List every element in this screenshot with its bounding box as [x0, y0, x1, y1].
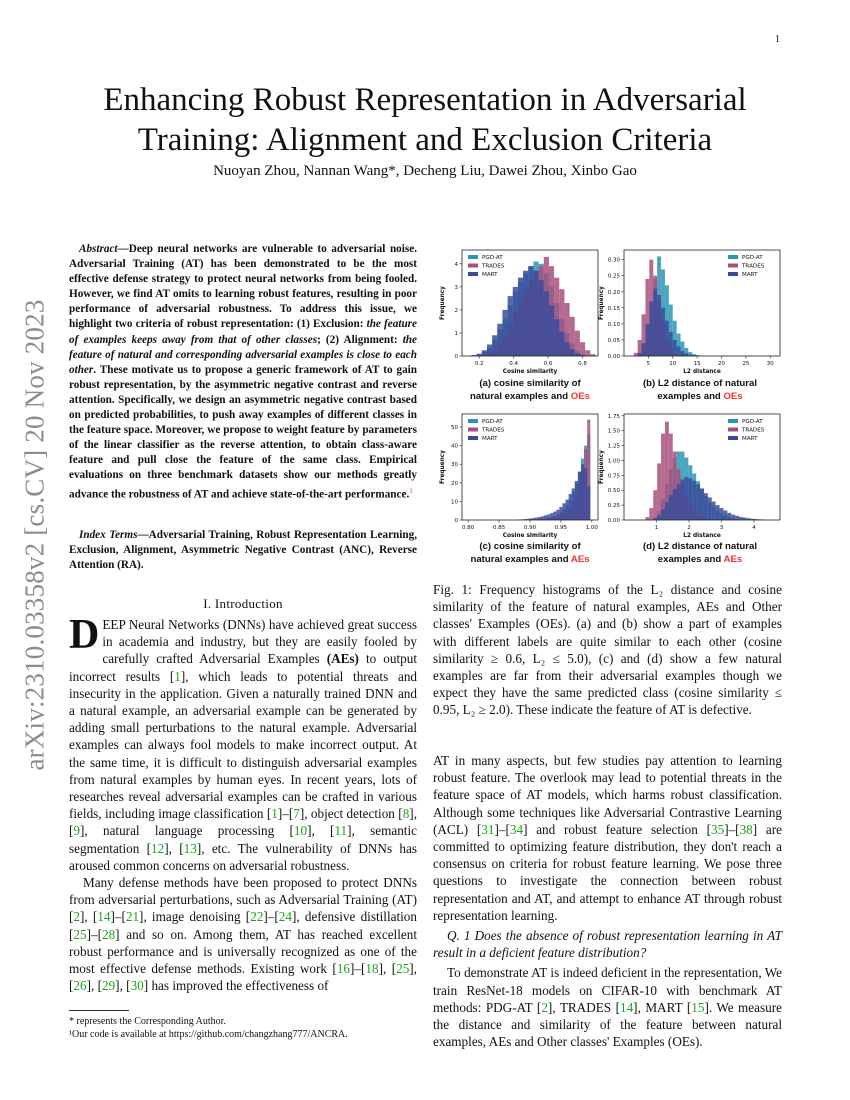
histogram-bar: [665, 502, 669, 520]
x-tick-label: 10: [669, 361, 677, 367]
histogram-bar: [645, 324, 649, 356]
histogram-bar: [559, 332, 564, 356]
histogram-bar: [681, 480, 685, 520]
histogram-bar: [587, 487, 590, 520]
histogram-bar: [554, 319, 559, 356]
index-terms-label: Index Terms: [79, 529, 138, 541]
histogram-bar: [677, 346, 681, 356]
legend-label: PGD-AT: [482, 419, 503, 426]
citation-link[interactable]: 31: [481, 821, 495, 837]
histogram-bar: [584, 468, 587, 520]
abstract-text: ; (2) Alignment:: [317, 333, 403, 346]
citation-link[interactable]: 12: [151, 840, 165, 856]
histogram-bar: [720, 508, 724, 520]
footnote-rule: [69, 1010, 129, 1011]
histogram-bar: [731, 515, 735, 520]
intro-paragraph: DEEP Neural Networks (DNNs) have achieved great success in academia and industry, but they are easily fooled by carefully crafted Adversarial Examples (AEs) to output incorrect results [1], which leads to potential threats and insecurity in the application. Given a naturally trained DNN and a natural example, an adversarial example can be generated by adding small perturbations to the natural example. Adversarial examples can always fool models to make incorrect output. At the same time, it is difficult to distinguish adversarial examples from natural examples by human eyes. In recent years, lots of researches reveal adversarial examples can be crafted in various fields, including image classification [1]–[7], object detection [8], [9], natural language processing [10], [11], semantic segmentation [12], [13], etc. The vulnerability of DNNs has aroused common concerns on adversarial robustness.: [69, 612, 418, 873]
histogram-bar: [681, 351, 685, 356]
footnotes: [69, 1016, 417, 1041]
legend-swatch: [728, 264, 738, 268]
legend-label: PGD-AT: [742, 419, 763, 426]
citation-link[interactable]: 1: [174, 668, 181, 684]
citation-link[interactable]: 25: [396, 961, 410, 977]
histogram-bar: [673, 489, 677, 520]
citation-link[interactable]: 30: [130, 978, 144, 994]
histogram-bar: [564, 342, 569, 356]
footnote-code[interactable]: ¹Our code is available at https://github.com/changzhang777/ANCRA.: [69, 1029, 348, 1040]
figure-panel-b: [598, 246, 788, 378]
figure-panel-d: [598, 410, 788, 542]
citation-link[interactable]: 24: [278, 909, 292, 925]
legend-swatch: [728, 428, 738, 432]
citation-link[interactable]: 1: [271, 806, 278, 822]
y-axis-label: Frequency: [599, 286, 605, 320]
y-tick-label: 50: [451, 425, 458, 432]
histogram-bar: [528, 266, 533, 356]
y-axis-label: Frequency: [440, 450, 446, 484]
histogram-bar: [723, 510, 727, 520]
y-tick-label: 10: [451, 499, 458, 506]
y-tick-label: 0.25: [607, 273, 620, 280]
subcaption-b: (b) L2 distance of natural examples and OEs: [642, 378, 758, 402]
citation-link[interactable]: 9: [73, 823, 80, 839]
x-tick-label: 2: [687, 525, 691, 531]
x-tick-label: 20: [718, 361, 725, 367]
y-axis-label: Frequency: [599, 450, 605, 484]
legend-label: MART: [482, 436, 498, 443]
histogram-bar: [673, 340, 677, 356]
histogram-bar: [708, 497, 712, 520]
x-axis-label: Cosine similarity: [502, 369, 558, 375]
y-tick-label: 1.50: [607, 428, 620, 435]
histogram-bar: [665, 321, 669, 356]
histogram-bar: [575, 331, 580, 356]
citation-link[interactable]: 21: [125, 909, 140, 925]
histogram-chart-d: [598, 410, 788, 542]
histogram-bar: [482, 350, 487, 356]
arxiv-stamp-container: [18, 285, 52, 785]
y-tick-label: 0.00: [607, 354, 620, 360]
legend-label: TRADES: [742, 263, 765, 270]
x-tick-label: 0.2: [474, 361, 484, 367]
histogram-bar: [492, 335, 497, 356]
histogram-bar: [497, 324, 502, 356]
histogram-bar: [570, 349, 575, 356]
histogram-bar: [539, 280, 544, 356]
arxiv-stamp[interactable]: arXiv:2310.03358v2 [cs.CV] 20 Nov 2023: [19, 299, 50, 771]
histogram-bar: [549, 305, 554, 356]
citation-link[interactable]: 29: [101, 978, 116, 994]
paper-title: Enhancing Robust Representation in Adversarial Training: Alignment and Exclusion Criteria: [103, 82, 747, 158]
citation-link[interactable]: 8: [402, 806, 410, 822]
legend-swatch: [468, 436, 478, 440]
x-tick-label: 0.4: [509, 361, 519, 367]
abstract-label: Abstract: [79, 243, 118, 255]
x-tick-label: 0.95: [554, 525, 568, 531]
footnote-marker[interactable]: 1: [409, 486, 413, 495]
histogram-bar: [566, 500, 569, 520]
introduction-body: [69, 612, 418, 994]
histogram-bar: [677, 484, 681, 520]
subcaption-a: (a) cosine similarity of natural examples and OEs: [470, 378, 590, 402]
legend-swatch: [728, 419, 738, 423]
citation-link[interactable]: 28: [101, 926, 116, 942]
legend-label: MART: [742, 272, 758, 279]
right-column-body: [433, 752, 782, 1050]
citation-link[interactable]: 14: [619, 999, 634, 1015]
histogram-bar: [653, 490, 657, 520]
index-terms-text: —Adversarial Training, Robust Representation Learning, Exclusion, Alignment, Asymmetric Negative Contrast (ANC), Reverse Attention (RA).: [69, 529, 417, 572]
histogram-bar: [580, 342, 585, 356]
legend-swatch: [728, 272, 738, 276]
y-tick-label: 0: [454, 518, 458, 524]
x-tick-label: 0.6: [543, 361, 553, 367]
x-tick-label: 1: [654, 525, 659, 531]
legend-swatch: [728, 436, 738, 440]
histogram-bar: [657, 463, 661, 520]
histogram-bar: [578, 472, 581, 520]
x-tick-label: 4: [752, 525, 756, 531]
histogram-bar: [739, 517, 743, 520]
histogram-bar: [518, 278, 523, 356]
y-tick-label: 0.50: [607, 488, 620, 495]
legend-swatch: [728, 255, 738, 259]
y-axis-label: Frequency: [440, 286, 446, 320]
x-tick-label: 1.00: [585, 525, 598, 531]
histogram-bar: [653, 289, 657, 356]
histogram-bar: [487, 344, 492, 356]
y-tick-label: 0.75: [607, 473, 620, 480]
x-tick-label: 0.90: [523, 525, 537, 531]
x-tick-label: 5: [646, 361, 651, 367]
histogram-bar: [547, 514, 550, 520]
histogram-bar: [684, 477, 688, 520]
y-tick-label: 1.75: [607, 413, 620, 420]
figure-caption-text: Frequency histograms of the L₂ distance and cosine similarity of the feature of natural examples, AEs and Other classes' Examples (OEs). (a) and (b) show a part of examples with different labels are quite similar to each other (cosine similarity ≥ 0.6, L₂ ≤ 5.0), (c) and (d) show a few natural examples are far from their adversarial examples though we expect they have the same predicted class (cosine similarity ≤ 0.95, L₂ ≥ 2.0). These indicate the feature of AT is defective.: [433, 582, 782, 718]
x-tick-label: 0.8: [578, 361, 587, 367]
body-paragraph: To demonstrate AT is indeed deficient in the representation, We train ResNet-18 models on CIFAR-10 with benchmark AT methods: PDG-AT [2], TRADES [14], MART [15]. We measure the distance and similarity of the feature between natural examples, AEs and Other classes' Examples (OEs).: [433, 965, 782, 1050]
x-axis-label: L2 distance: [683, 369, 721, 375]
question-1: Q. 1 Does the absence of robust representation learning in AT result in a deficient feature distribution?: [433, 928, 782, 961]
legend-label: PGD-AT: [482, 255, 503, 262]
subcaption-c: (c) cosine similarity of natural examples and AEs: [470, 541, 590, 565]
histogram-bar: [559, 507, 562, 520]
abstract: [69, 242, 417, 502]
y-tick-label: 0.15: [607, 305, 620, 312]
y-tick-label: 1.25: [607, 443, 620, 450]
histogram-chart-b: [598, 246, 788, 378]
histogram-bar: [581, 464, 584, 520]
y-tick-label: 4: [454, 261, 458, 268]
paper-authors: Nuoyan Zhou, Nannan Wang*, Decheng Liu, Dawei Zhou, Xinbo Gao: [213, 163, 637, 179]
histogram-bar: [661, 509, 665, 520]
page-number: 1: [775, 34, 780, 45]
histogram-bar: [649, 301, 653, 356]
legend-swatch: [468, 264, 478, 268]
histogram-bar: [638, 353, 642, 356]
legend-label: TRADES: [742, 427, 765, 434]
footnote-corresponding: * represents the Corresponding Author.: [69, 1016, 226, 1027]
drop-cap: D: [69, 612, 100, 658]
histogram-bar: [502, 310, 507, 356]
intro-paragraph: Many defense methods have been proposed to protect DNNs from adversarial perturbations, such as Adversarial Training (AT) [2], [14]–[21], image denoising [22]–[24], defensive distillation [25]–[28] and so on. Among them, AT has reached excellent robust performance and is universally recognized as one of the most effective defense methods. Existing work [16]–[18], [25], [26], [29], [30] has improved the effectiveness of: [69, 875, 417, 994]
histogram-bar: [556, 510, 559, 520]
subcaption-d: (d) L2 distance of natural examples and AEs: [642, 541, 758, 565]
y-tick-label: 3: [454, 284, 458, 291]
citation-link[interactable]: 25: [73, 926, 87, 942]
citation-link[interactable]: 38: [739, 821, 753, 837]
x-tick-label: 3: [719, 525, 724, 531]
citation-link[interactable]: 18: [365, 961, 379, 977]
histogram-bar: [572, 488, 575, 520]
x-tick-label: 25: [742, 361, 750, 367]
y-tick-label: 0.30: [607, 257, 620, 264]
histogram-bar: [523, 271, 528, 356]
histogram-bar: [575, 353, 580, 356]
abstract-emphasis: the feature of examples keeps away from that of other classes: [69, 318, 417, 346]
legend-swatch: [468, 419, 478, 423]
y-tick-label: 2: [454, 307, 458, 314]
histogram-bar: [704, 493, 708, 520]
histogram-bar: [735, 516, 739, 520]
citation-link[interactable]: 34: [509, 821, 524, 837]
citation-link[interactable]: 26: [73, 978, 87, 994]
histogram-chart-c: [436, 410, 606, 542]
histogram-bar: [727, 513, 731, 520]
histogram-bar: [657, 515, 661, 520]
citation-link[interactable]: 15: [691, 999, 705, 1015]
citation-link[interactable]: 11: [334, 823, 348, 839]
citation-link[interactable]: 7: [293, 806, 300, 822]
y-tick-label: 0.25: [607, 503, 620, 510]
citation-link[interactable]: 16: [336, 961, 350, 977]
histogram-bar: [645, 517, 649, 520]
citation-link[interactable]: 14: [97, 909, 111, 925]
y-tick-label: 20: [451, 480, 458, 487]
figure-caption-label: Fig. 1:: [433, 582, 472, 597]
histogram-bar: [575, 481, 578, 520]
legend-label: PGD-AT: [742, 255, 763, 262]
abstract-text: . These motivate us to propose a generic framework of AT to gain robust representation, by the asymmetric negative contrast and reverse attention. Specifically, we design an asymmetric negative contrast based on predicted probabilities, to push away examples of different classes in the feature space. Moreover, we propose to weight feature by parameters of the linear classifier as the reverse attention, to obtain class-aware feature and pull close the feature of the same class. Empirical evaluations on three benchmark datasets show our methods greatly advance the robustness of AT and achieve state-of-the-art performance.: [69, 363, 417, 501]
histogram-bar: [716, 505, 720, 520]
legend-label: TRADES: [482, 427, 505, 434]
histogram-bar: [700, 488, 704, 520]
body-paragraph: AT in many aspects, but few studies pay attention to learning robust feature. The overlook may lead to potential threats in the feature space of AT models, which harms robust classification. Although some techniques like Adversarial Contrastive Learning (ACL) [31]–[34] and robust feature selection [35]–[38] are committed to optimizing feature distribution, they don't reach a consensus on criteria for robust feature learning. We pose three questions to investigate the connection between robust representation and AT, and attempt to enhance AT through robust representation learning.: [433, 753, 782, 923]
histogram-bar: [538, 517, 541, 520]
legend-label: MART: [742, 436, 758, 443]
histogram-bar: [642, 343, 646, 356]
histogram-bar: [553, 512, 556, 520]
y-tick-label: 40: [451, 443, 458, 450]
x-axis-label: L2 distance: [683, 533, 721, 539]
figure-caption: [433, 581, 782, 719]
y-tick-label: 0.00: [607, 518, 620, 524]
figure-panel-c: [436, 410, 606, 542]
histogram-chart-a: [436, 246, 606, 378]
histogram-bar: [550, 513, 553, 520]
histogram-bar: [533, 271, 538, 356]
histogram-bar: [562, 503, 565, 520]
y-tick-label: 0.20: [607, 289, 620, 296]
x-axis-label: Cosine similarity: [502, 533, 558, 539]
histogram-bar: [541, 516, 544, 520]
section-heading: I. Introduction: [203, 596, 283, 611]
legend-label: MART: [482, 272, 498, 279]
histogram-bar: [661, 308, 665, 356]
x-tick-label: 0.85: [492, 525, 506, 531]
histogram-bar: [669, 495, 673, 520]
x-tick-label: 30: [766, 361, 774, 367]
histogram-bar: [669, 332, 673, 356]
legend-label: TRADES: [482, 263, 505, 270]
y-tick-label: 30: [451, 462, 458, 469]
histogram-bar: [661, 434, 665, 520]
histogram-bar: [649, 508, 653, 520]
citation-link[interactable]: 2: [73, 909, 80, 925]
y-tick-label: 1: [454, 330, 458, 337]
histogram-bar: [544, 291, 549, 356]
y-tick-label: 0: [454, 354, 458, 360]
histogram-bar: [544, 515, 547, 520]
histogram-bar: [688, 478, 692, 520]
index-terms: [69, 528, 417, 573]
legend-swatch: [468, 272, 478, 276]
figure-panel-a: [436, 246, 606, 378]
citation-link[interactable]: 13: [183, 840, 197, 856]
histogram-bar: [569, 494, 572, 520]
histogram-bar: [585, 350, 590, 356]
histogram-bar: [508, 296, 513, 356]
citation-link[interactable]: 35: [711, 821, 725, 837]
histogram-bar: [657, 295, 661, 356]
citation-link[interactable]: 2: [541, 999, 548, 1015]
abstract-emphasis: the feature of natural and corresponding adversarial examples is close to each other: [69, 333, 417, 376]
histogram-bar: [696, 484, 700, 520]
histogram-bar: [634, 353, 638, 356]
legend-swatch: [468, 255, 478, 259]
abstract-text: —Deep neural networks are vulnerable to adversarial noise. Adversarial Training (AT) has been demonstrated to be the most effective defense strategy to protect neural networks from being fooled. However, we find AT omits to learning robust features, resulting in poor performance of adversarial robustness. To address this issue, we highlight two criteria of robust representation: (1) Exclusion:: [69, 243, 417, 331]
legend-swatch: [468, 428, 478, 432]
citation-link[interactable]: 22: [250, 909, 264, 925]
histogram-bar: [712, 502, 716, 520]
histogram-bar: [513, 287, 518, 356]
x-tick-label: 0.80: [462, 525, 475, 531]
y-tick-label: 0.10: [607, 321, 620, 328]
y-tick-label: 1.00: [607, 458, 620, 465]
x-tick-label: 15: [693, 361, 701, 367]
y-tick-label: 0.05: [607, 337, 620, 344]
histogram-bar: [692, 481, 696, 520]
citation-link[interactable]: 10: [293, 823, 308, 839]
